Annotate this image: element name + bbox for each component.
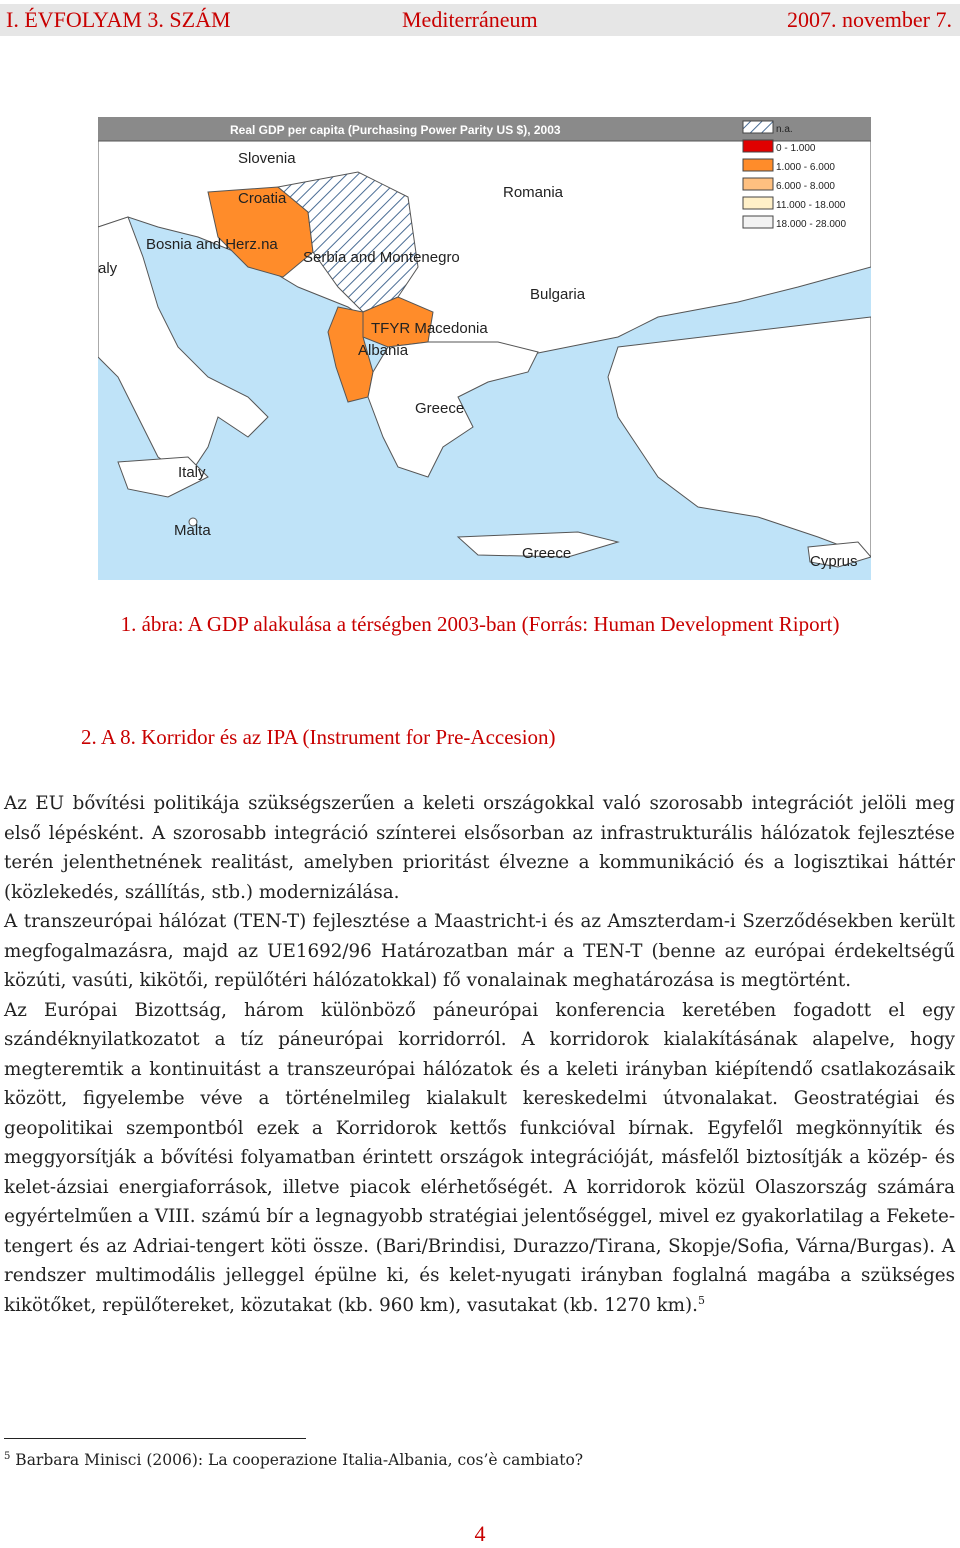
page-header <box>0 4 960 36</box>
figure-caption: 1. ábra: A GDP alakulása a térségben 2003-ban (Forrás: Human Development Riport) <box>120 612 840 636</box>
label-greece: Greece <box>415 400 465 417</box>
label-italy-top: aly <box>98 260 118 277</box>
balkan-map <box>98 117 871 580</box>
footnote-number: 5 <box>4 1451 11 1462</box>
label-italy: Italy <box>178 464 206 481</box>
label-malta: Malta <box>174 522 211 539</box>
header-journal: Mediterráneum <box>402 7 538 32</box>
paragraph-1: Az EU bővítési politikája szükségszerűen a keleti országokkal való szorosabb integrációt jelöli meg első lépésként. A szorosabb integráció színterei elsősorban az infrastrukturális hálózatok fejlesztése terén jelenthetnének realitást, amelyben prioritást élvezne a kommunikáció és a logisztikai háttér (közlekedés, szállítás, stb.) modernizálása. <box>4 793 955 903</box>
svg-text:6.000 - 8.000: 6.000 - 8.000 <box>776 181 835 192</box>
paragraph-3-text: Az Európai Bizottság, három különböző páneurópai konferencia keretében fogadott el egy szándéknyilatkozatot a tíz páneurópai korridorról. A korridorok kialakításának alapelve, hogy megteremtik a kontinuitást a transzeurópai hálózatok és a keleti irányban kiépítendő csatlakozásaik között, figyelembe véve a történelmileg kialakult kereskedelmi útvonalakat. Geostratégiai és geopolitikai szempontból ezek a Korridorok kettős funkcióval bírnak. Egyfelől megkönnyítik és meggyorsítják a bővítési folyamatban érintett országok integrációját, másfelől biztosítják a közép- és kelet-ázsiai energiaforrások, illetve piacok elérhetőségét. A korridorok közül Olaszország számára egyértelműen a VIII. számú bír a legnagyobb stratégiai jelentőséggel, mivel ez gyakorlatilag a Fekete-tengert és az Adriai-tengert köti össze. (Bari/Brindisi, Durazzo/Tirana, Skopje/Sofia, Várna/Burgas). A rendszer multimodális jelleggel épülne ki, és kelet-nyugati irányban foglalná magába a szükséges kikötőket, repülőtereket, közutakat (kb. 960 km), vasutakat (kb. 1270 km). <box>4 999 955 1316</box>
section-title: 2. A 8. Korridor és az IPA (Instrument for Pre-Accesion) <box>81 725 556 749</box>
label-cyprus: Cyprus <box>810 553 858 570</box>
svg-text:1.000 - 6.000: 1.000 - 6.000 <box>776 162 835 173</box>
label-macedonia: TFYR Macedonia <box>371 320 488 337</box>
paragraph-2: A transzeurópai hálózat (TEN-T) fejlesztése a Maastricht-i és az Amszterdam-i Szerződésekben került megfogalmazásra, majd az UE1692/96 Határozatban már a TEN-T (benne az európai érdekeltségű közúti, vasúti, kikötői, repülőtéri hálózatokkal) fő vonalainak meghatározása is megtörtént. <box>4 911 955 991</box>
svg-text:n.a.: n.a. <box>776 124 793 135</box>
svg-text:18.000 - 28.000: 18.000 - 28.000 <box>776 219 847 230</box>
label-bulgaria: Bulgaria <box>530 286 586 303</box>
label-croatia: Croatia <box>238 190 287 207</box>
footnote-text: Barbara Minisci (2006): La cooperazione Italia-Albania, cos’è cambiato? <box>10 1451 584 1470</box>
paragraph-3 <box>4 996 955 1321</box>
gdp-map-figure <box>98 117 871 580</box>
header-date: 2007. november 7. <box>787 7 952 32</box>
label-greece-south: Greece <box>522 545 572 562</box>
header-volume: I. ÉVFOLYAM 3. SZÁM <box>6 7 231 32</box>
footnote-reference[interactable]: 5 <box>697 1293 705 1307</box>
label-romania: Romania <box>503 184 564 201</box>
svg-text:11.000 - 18.000: 11.000 - 18.000 <box>776 200 846 211</box>
footnote-divider <box>4 1438 306 1439</box>
label-albania: Albania <box>358 342 409 359</box>
footnote <box>4 1451 583 1469</box>
body-text <box>4 789 955 1320</box>
map-title: Real GDP per capita (Purchasing Power Parity US $), 2003 <box>230 123 561 137</box>
label-bosnia: Bosnia and Herz.na <box>146 236 278 253</box>
label-serbia: Serbia and Montenegro <box>303 249 460 266</box>
label-slovenia: Slovenia <box>238 150 296 167</box>
page-number: 4 <box>474 1521 486 1546</box>
svg-text:0 - 1.000: 0 - 1.000 <box>776 143 816 154</box>
